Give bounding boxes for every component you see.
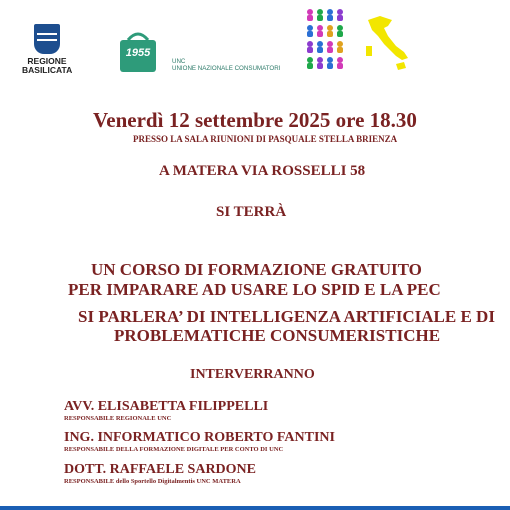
si-terra: SI TERRÀ — [216, 204, 287, 220]
bottom-bar — [0, 506, 510, 510]
speaker-3 — [64, 462, 256, 485]
course-line3: SI PARLERA’ DI INTELLIGENZA ARTIFICIALE E DI — [78, 307, 495, 326]
event-date-time: Venerdì 12 settembre 2025 ore 18.30 — [93, 108, 417, 132]
speaker-role: RESPONSABILE dello Sportello Digitalmentis UNC MATERA — [64, 478, 241, 485]
region-name — [22, 57, 72, 75]
region-line2: BASILICATA — [22, 65, 73, 75]
event-venue: PRESSO LA SALA RIUNIONI DI PASQUALE STELLA BRIENZA — [133, 134, 398, 144]
course-line1: UN CORSO DI FORMAZIONE GRATUITO — [91, 260, 422, 279]
speakers-heading: INTERVERRANNO — [190, 367, 315, 382]
region-line1: REGIONE — [27, 56, 67, 66]
unc-badge-year: 1955 — [125, 47, 151, 59]
event-place: A MATERA VIA ROSSELLI 58 — [159, 163, 366, 179]
unc-label — [172, 58, 280, 72]
speaker-name: DOTT. RAFFAELE SARDONE — [64, 462, 257, 477]
italy-map-icon — [366, 16, 408, 70]
puzzle-people-icon — [300, 2, 420, 72]
speaker-2 — [64, 430, 335, 453]
region-shield-icon — [34, 24, 60, 54]
unc-full-name: UNIONE NAZIONALE CONSUMATORI — [172, 65, 281, 72]
unc-shopping-bag-icon — [110, 28, 166, 76]
speaker-role: RESPONSABILE DELLA FORMAZIONE DIGITALE PER CONTO DI UNC — [64, 446, 284, 453]
puzzle-people-graphic — [300, 2, 420, 72]
course-line4: PROBLEMATICHE CONSUMERISTICHE — [114, 326, 441, 345]
unc-logo — [110, 28, 310, 78]
unc-abbr: UNC — [172, 58, 186, 65]
regione-basilicata-logo — [22, 24, 73, 75]
speaker-name: ING. INFORMATICO ROBERTO FANTINI — [64, 430, 335, 445]
speaker-role: RESPONSABILE REGIONALE UNC — [64, 415, 172, 422]
speaker-name: AVV. ELISABETTA FILIPPELLI — [64, 399, 269, 414]
speaker-1 — [64, 399, 268, 422]
course-line2: PER IMPARARE AD USARE LO SPID E LA PEC — [68, 280, 441, 299]
